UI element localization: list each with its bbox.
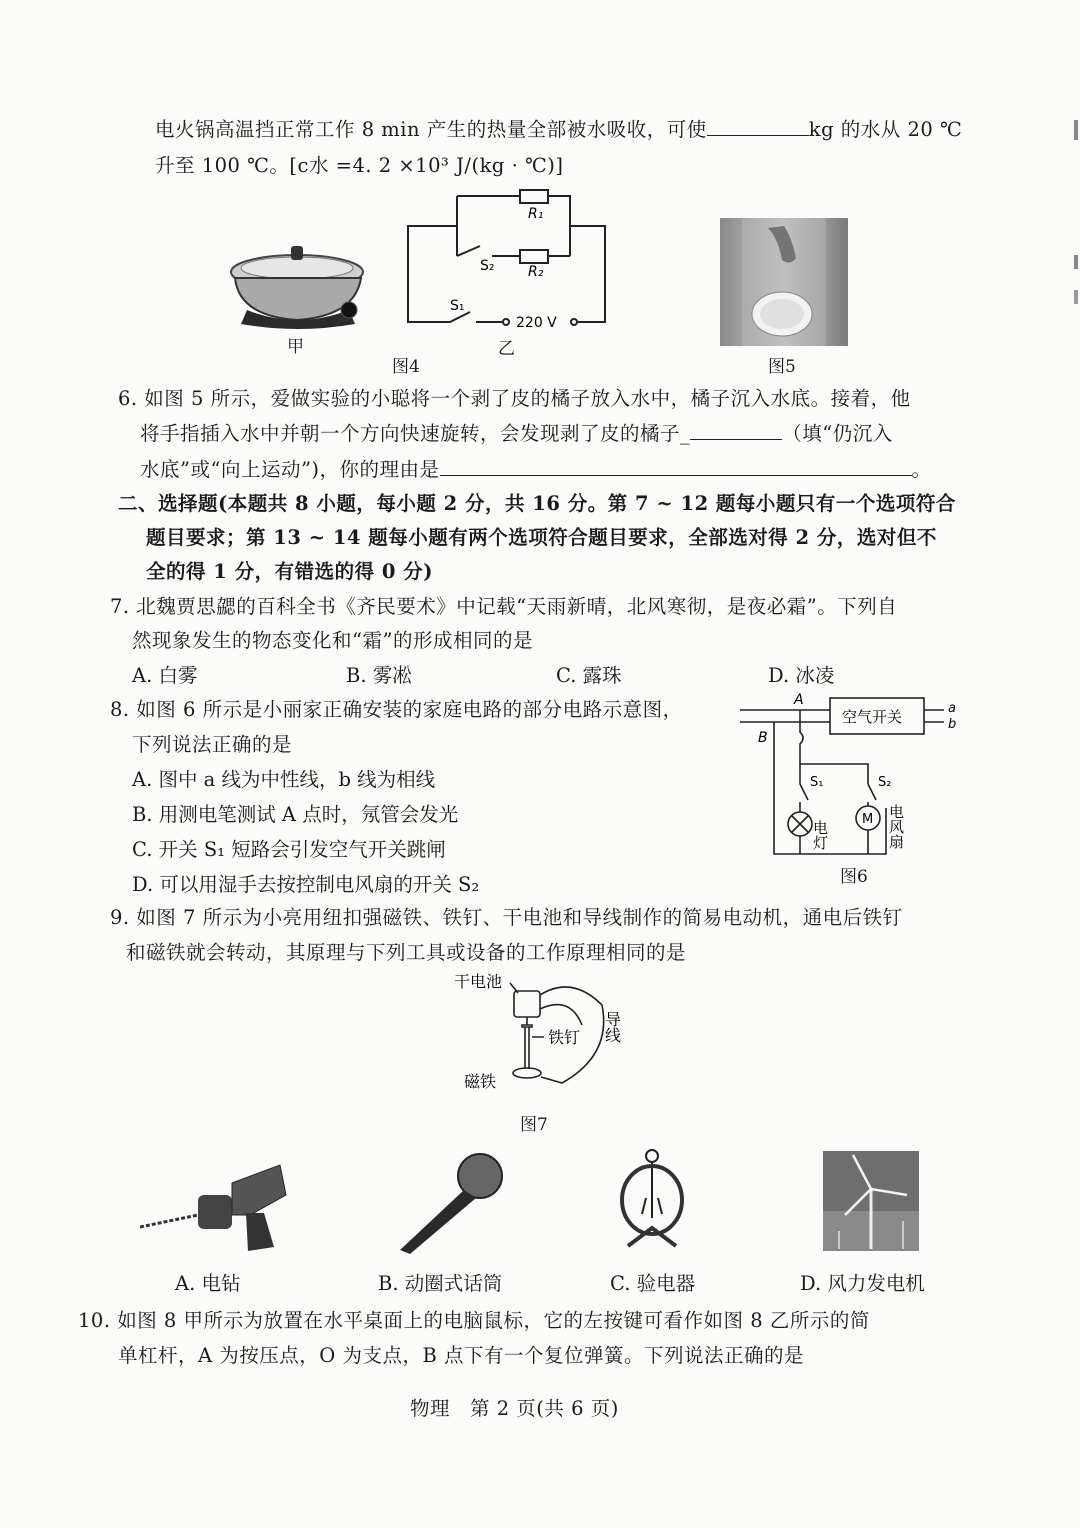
fig5-orange-in-water-photo [720, 218, 848, 346]
q7-option-b[interactable]: B. 雾凇 [346, 664, 412, 687]
section2-line1: 二、选择题(本题共 8 小题，每小题 2 分，共 16 分。第 7 ~ 12 题每小题只有一个选项符合 [118, 492, 956, 515]
q6-line2: 将手指插入水中并朝一个方向快速旋转，会发现剥了皮的橘子_ （填“仍沉入 [140, 422, 893, 445]
q6-line3: 水底”或“向上运动”)，你的理由是 。 [140, 458, 932, 481]
q7-line2: 然现象发生的物态变化和“霜”的形成相同的是 [132, 629, 533, 652]
q7-line1: 7. 北魏贾思勰的百科全书《齐民要术》中记载“天雨新晴，北风寒彻，是夜必霜”。下列自 [110, 595, 898, 618]
fig7-caption: 图7 [520, 1115, 548, 1135]
q9-option-a[interactable]: A. 电钻 [175, 1272, 241, 1295]
magnet-label: 磁铁 [464, 1072, 497, 1091]
line-a-label: a [948, 701, 956, 716]
q9-line2: 和磁铁就会转动，其原理与下列工具或设备的工作原理相同的是 [126, 941, 687, 964]
fig4-caption: 图4 [392, 357, 420, 377]
q9-line1: 9. 如图 7 所示为小亮用纽扣强磁铁、铁钉、干电池和导线制作的简易电动机，通电后铁钉 [110, 906, 903, 929]
fan-label: 电风扇 [887, 804, 905, 849]
q10-line1: 10. 如图 8 甲所示为放置在水平桌面上的电脑鼠标，它的左按键可看作如图 8 乙所示的简 [78, 1309, 870, 1332]
q6-answer-blank-2[interactable] [440, 457, 912, 476]
q10-line2: 单杠杆，A 为按压点，O 为支点，B 点下有一个复位弹簧。下列说法正确的是 [118, 1344, 804, 1367]
nail-label: 铁钉 [548, 1028, 581, 1047]
q5-answer-blank[interactable] [707, 117, 809, 136]
hot-pot-image [225, 238, 375, 330]
s2-label: S₂ [480, 258, 495, 274]
scan-edge-mark [1074, 255, 1078, 269]
line-b-label: b [948, 717, 957, 732]
lamp-label: 电灯 [811, 820, 829, 850]
fig4-label-jia: 甲 [287, 337, 304, 357]
r2-label: R₂ [528, 264, 544, 280]
scan-edge-mark [1074, 290, 1078, 304]
section2-line3: 全的得 1 分，有错选的得 0 分) [146, 560, 434, 583]
fig4-label-yi: 乙 [498, 339, 515, 359]
q8-option-a[interactable]: A. 图中 a 线为中性线，b 线为相线 [132, 768, 436, 791]
wire-label: 导线 [602, 1011, 622, 1043]
fig7-simple-motor-diagram [452, 965, 642, 1095]
q5-line1: 电火锅高温挡正常工作 8 min 产生的热量全部被水吸收，可使 kg 的水从 20 ℃ [155, 118, 963, 141]
q7-option-c[interactable]: C. 露珠 [556, 664, 622, 687]
q8-line2: 下列说法正确的是 [132, 733, 293, 756]
fig6-household-circuit-diagram [738, 688, 968, 863]
q8-option-c[interactable]: C. 开关 S₁ 短路会引发空气开关跳闸 [132, 838, 446, 861]
q9-option-c[interactable]: C. 验电器 [610, 1272, 696, 1295]
voltage-label: 220 V [516, 315, 557, 331]
page-footer: 物理 第 2 页(共 6 页) [410, 1397, 619, 1420]
q6-answer-blank-1[interactable] [690, 421, 782, 440]
q7-option-d[interactable]: D. 冰凌 [768, 664, 835, 687]
fig4-circuit-diagram [400, 184, 615, 354]
wind-turbine-photo [823, 1151, 919, 1251]
q9-option-d[interactable]: D. 风力发电机 [800, 1272, 925, 1295]
r1-label: R₁ [528, 206, 544, 222]
point-a-label: A [794, 692, 804, 708]
q5-line2: 升至 100 ℃。[c水 =4. 2 ×10³ J/(kg · ℃)] [155, 154, 564, 177]
s1-label: S₁ [450, 298, 465, 314]
q8-option-b[interactable]: B. 用测电笔测试 A 点时，氖管会发光 [132, 803, 459, 826]
breaker-label: 空气开关 [842, 708, 903, 726]
scan-edge-mark [1074, 120, 1078, 140]
fig5-caption: 图5 [768, 357, 796, 377]
q8-option-d[interactable]: D. 可以用湿手去按控制电风扇的开关 S₂ [132, 873, 480, 896]
battery-label: 干电池 [454, 972, 503, 991]
q8-line1: 8. 如图 6 所示是小丽家正确安装的家庭电路的部分电路示意图， [110, 698, 683, 721]
s2-label: S₂ [878, 775, 892, 790]
electroscope-image [612, 1148, 692, 1253]
fig6-caption: 图6 [840, 867, 868, 887]
point-b-label: B [758, 730, 768, 746]
q9-option-b[interactable]: B. 动圈式话筒 [378, 1272, 503, 1295]
q6-line1: 6. 如图 5 所示，爱做实验的小聪将一个剥了皮的橘子放入水中，橘子沉入水底。接着，他 [118, 387, 911, 410]
q7-option-a[interactable]: A. 白雾 [132, 664, 198, 687]
s1-label: S₁ [810, 775, 824, 790]
dynamic-microphone-image [390, 1150, 510, 1255]
section2-line2: 题目要求；第 13 ~ 14 题每小题有两个选项符合题目要求，全部选对得 2 分，选对但不 [146, 526, 937, 549]
electric-drill-image [140, 1155, 290, 1255]
motor-label: M [862, 812, 874, 827]
